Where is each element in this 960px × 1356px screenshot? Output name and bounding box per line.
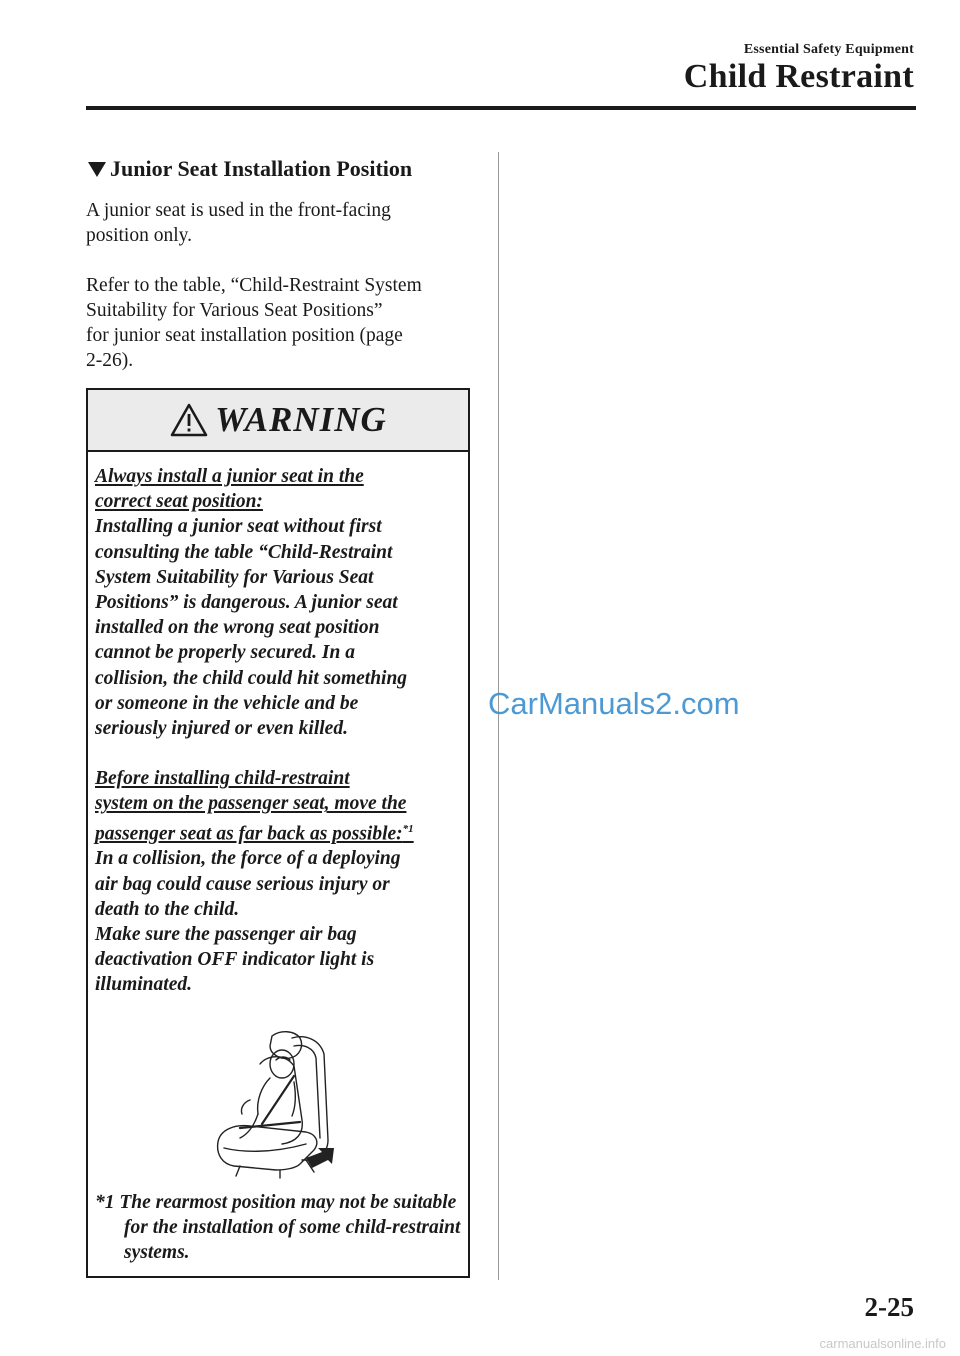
warning-box bbox=[86, 388, 470, 1278]
warning-text-line: System Suitability for Various Seat bbox=[95, 566, 374, 588]
text-line: for junior seat installation position (page bbox=[86, 325, 403, 346]
warning-text-line: illuminated. bbox=[95, 974, 192, 996]
warning-heading-line: Always install a junior seat in the bbox=[95, 466, 364, 487]
page-title: Child Restraint bbox=[683, 58, 914, 95]
warning-heading-line: Before installing child-restraint bbox=[95, 768, 350, 790]
paragraph-1 bbox=[86, 198, 478, 248]
text-line: Refer to the table, “Child-Restraint System bbox=[86, 275, 422, 296]
warning-text-line: Make sure the passenger air bag bbox=[95, 923, 357, 945]
text-line: A junior seat is used in the front-facing bbox=[86, 200, 391, 221]
warning-heading-line: system on the passenger seat, move the bbox=[95, 793, 407, 815]
warning-text-line: seriously injured or even killed. bbox=[95, 718, 348, 740]
warning-heading-line: correct seat position: bbox=[95, 491, 263, 513]
header-rule bbox=[86, 106, 916, 110]
section-heading-text: Junior Seat Installation Position bbox=[110, 156, 413, 181]
footer-watermark: carmanualsonline.info bbox=[819, 1336, 946, 1351]
warning-text-line: collision, the child could hit something bbox=[95, 667, 408, 689]
warning-text-line: or someone in the vehicle and be bbox=[95, 692, 359, 714]
paragraph-2 bbox=[86, 273, 478, 373]
page-number: 2-25 bbox=[864, 1292, 914, 1322]
warning-text-line: Installing a junior seat without first bbox=[95, 516, 382, 538]
warning-body bbox=[88, 452, 468, 998]
section-heading bbox=[86, 156, 412, 182]
warning-heading-text: passenger seat as far back as possible: bbox=[95, 823, 403, 845]
footnote-ref: *1 bbox=[402, 822, 414, 835]
warning-header bbox=[88, 390, 468, 452]
text-line: position only. bbox=[86, 225, 192, 246]
warning-text-line: installed on the wrong seat position bbox=[95, 617, 380, 639]
watermark-text: CarManuals2.com bbox=[488, 686, 740, 721]
junior-seat-illustration bbox=[210, 1030, 340, 1180]
warning-text-line: consulting the table “Child-Restraint bbox=[95, 541, 393, 563]
warning-text-line: death to the child. bbox=[95, 898, 240, 920]
text-line: 2-26). bbox=[86, 350, 134, 371]
text-line: Suitability for Various Seat Positions” bbox=[86, 300, 383, 321]
warning-text-line: deactivation OFF indicator light is bbox=[95, 949, 375, 971]
warning-text-line: Positions” is dangerous. A junior seat bbox=[95, 592, 398, 614]
warning-footnote: *1 The rearmost position may not be suitable for the installation of some child-restraint systems. bbox=[95, 1192, 461, 1264]
header-section-label: Essential Safety Equipment bbox=[743, 42, 914, 57]
warning-heading-line bbox=[95, 817, 460, 847]
warning-triangle-icon bbox=[169, 402, 209, 438]
warning-text-line: air bag could cause serious injury or bbox=[95, 873, 390, 895]
warning-text-line: cannot be properly secured. In a bbox=[95, 642, 355, 664]
triangle-down-icon bbox=[86, 159, 108, 179]
warning-title: WARNING bbox=[215, 400, 387, 439]
warning-text-line: In a collision, the force of a deploying bbox=[95, 848, 401, 870]
